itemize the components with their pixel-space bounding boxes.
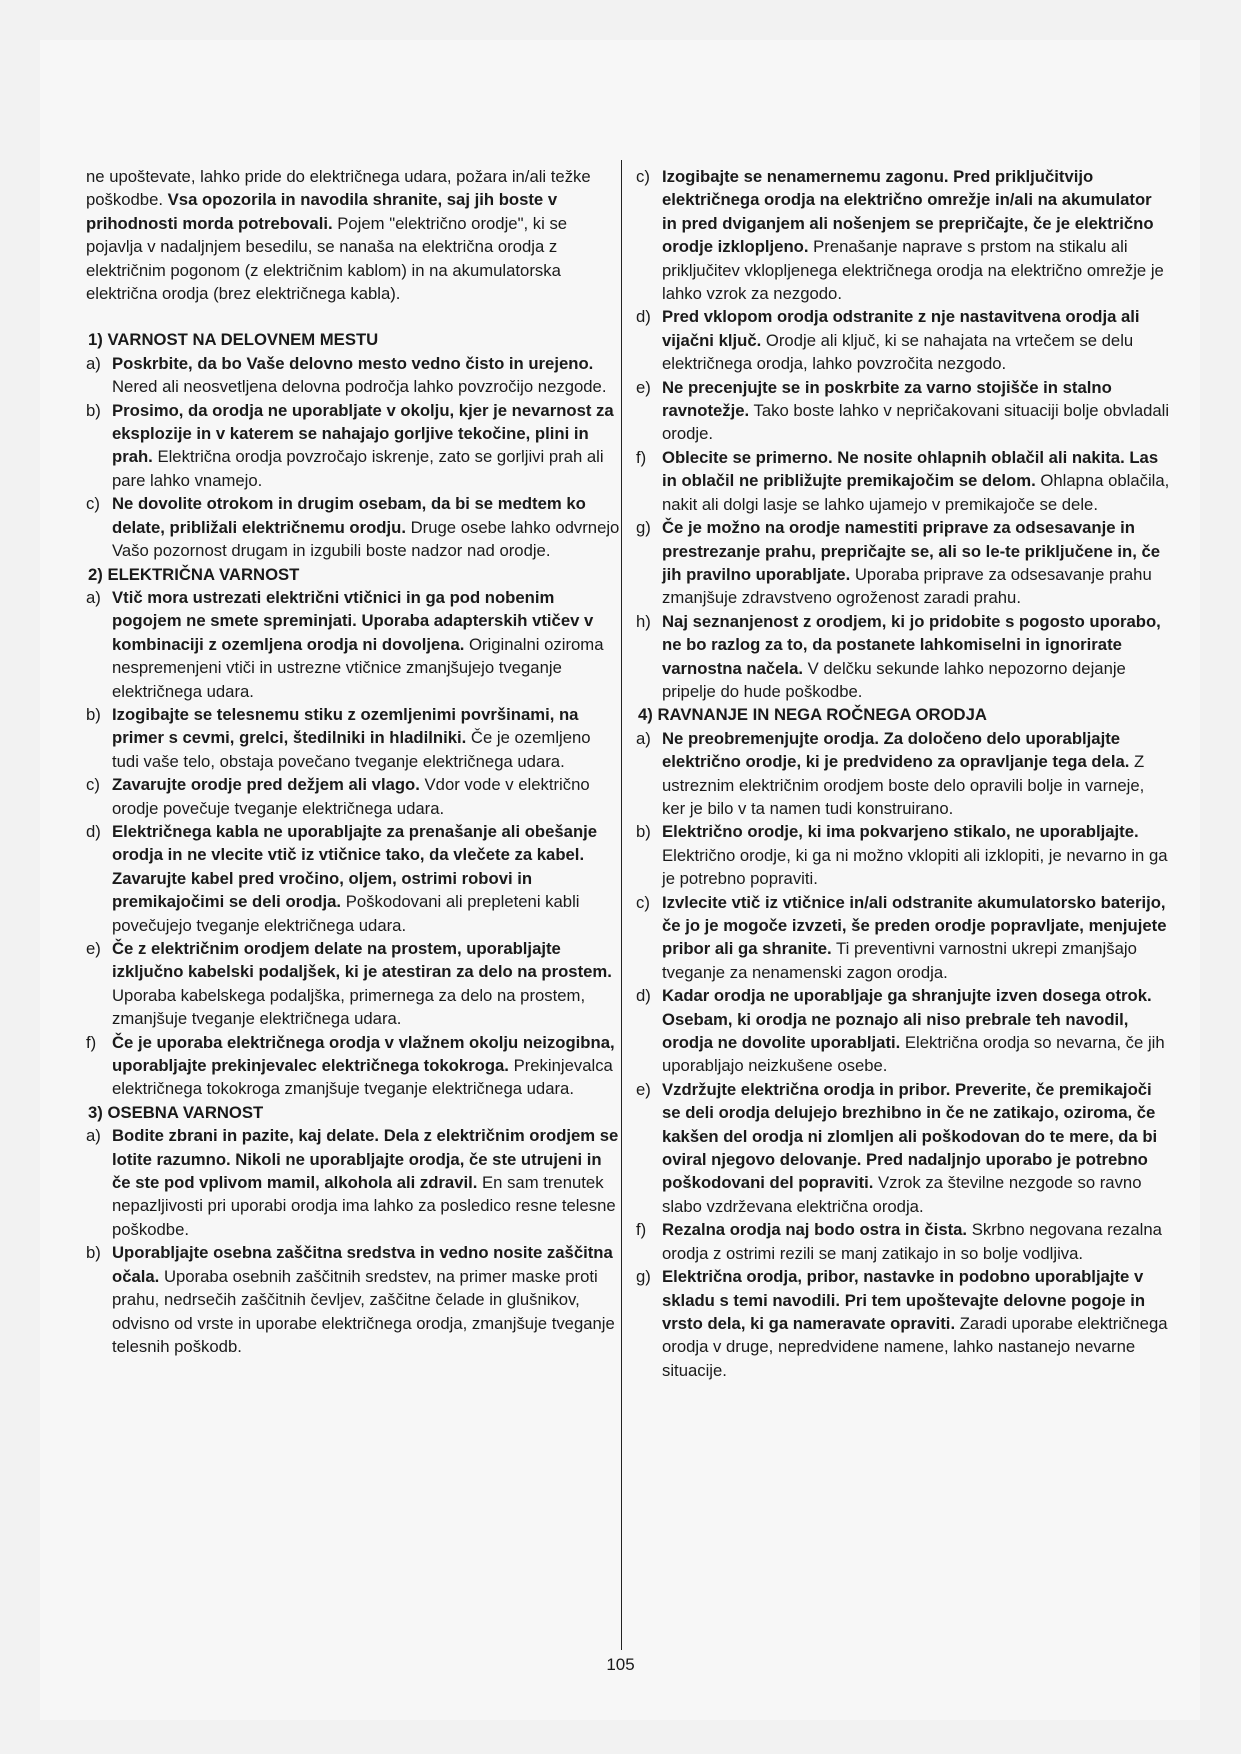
section-list-4 — [636, 727, 1171, 1382]
section-list-1 — [86, 352, 621, 563]
list-item: a) Poskrbite, da bo Vaše delovno mesto vedno čisto in urejeno. Nered ali neosvetljena delovna področja lahko povzročijo nezgode. — [86, 353, 607, 397]
list-item: e) Če z električnim orodjem delate na prostem, uporabljajte izključno kabelski podaljšek, ki je atestiran za delo na prostem. Uporaba kabelskega podaljška, primernega za delo na prostem, zmanjšuje tveganje električnega udara. — [86, 939, 612, 1029]
list-item: f) Če je uporaba električnega orodja v vlažnem okolju neizogibna, uporabljajte prekinjevalec električnega tokokroga. Prekinjevalca električnega tokokroga zmanjšuje tveganje električnega udara. — [86, 1032, 615, 1099]
left-column — [86, 165, 621, 1358]
list-item: a) Vtič mora ustrezati električni vtičnici in ga pod nobenim pogojem ne smete spreminjati. Uporaba adapterskih vtičev v kombinaciji z ozemljena orodja ni dovoljena. Originalni oziroma nespremenjeni vtiči in ustrezne vtičnice zmanjšujejo tveganje električnega udara. — [86, 587, 604, 701]
section-list-2 — [86, 586, 621, 1101]
section-list-3-continued — [636, 165, 1171, 703]
list-item: a) Ne preobremenjujte orodja. Za določeno delo uporabljajte električno orodje, ki je predvideno za opravljanje tega dela. Z ustreznim električnim orodjem boste delo opravili bolje in varneje, ker je bilo v ta namen tudi konstruirano. — [636, 728, 1145, 818]
list-item: e) Ne precenjujte se in poskrbite za varno stojišče in stalno ravnotežje. Tako boste lahko v nepričakovani situaciji bolje obvladali orodje. — [636, 377, 1170, 444]
list-item: c) Izvlecite vtič iz vtičnice in/ali odstranite akumulatorsko baterijo, če jo je mogoče izvzeti, še preden orodje popravljate, menjujete pribor ali ga shranite. Ti preventivni varnostni ukrepi zmanjšajo tveganje za nenamenski zagon orodja. — [636, 892, 1167, 982]
list-item: b) Izogibajte se telesnemu stiku z ozemljenimi površinami, na primer s cevmi, grelci, štedilniki in hladilniki. Če je ozemljeno tudi vaše telo, obstaja povečano tveganje električnega udara. — [86, 704, 591, 771]
section-heading-4: 4) RAVNANJE IN NEGA ROČNEGA ORODJA — [638, 705, 987, 725]
list-item: c) Zavarujte orodje pred dežjem ali vlago. Vdor vode v električno orodje povečuje tveganje električnega udara. — [86, 775, 590, 818]
list-item: b) Prosimo, da orodja ne uporabljate v okolju, kjer je nevarnost za eksplozije in v katerem se nahajajo gorljive tekočine, plini in prah. Električna orodja povzročajo iskrenje, zato se gorljivi prah ali pare lahko vnamejo. — [86, 400, 614, 490]
section-heading-1: 1) VARNOST NA DELOVNEM MESTU — [88, 330, 379, 350]
list-item: c) Izogibajte se nenamernemu zagonu. Pred priključitvijo električnega orodja na električno omrežje in/ali na akumulator in pred dviganjem ali nošenjem se prepričajte, če je električno orodje izklopljeno. Prenašanje naprave s prstom na stikalu ali priključitev vklopljenega električnega orodja na električno omrežje je lahko vzrok za nezgodo. — [636, 167, 1164, 304]
list-item: a) Bodite zbrani in pazite, kaj delate. Dela z električnim orodjem se lotite razumno. Nikoli ne uporabljajte orodja, če ste utrujeni in če ste pod vplivom mamil, alkohola ali zdravil. En sam trenutek nepazljivosti pri uporabi orodja ima lahko za posledico resne telesne poškodbe. — [86, 1126, 619, 1239]
section-heading-2: 2) ELEKTRIČNA VARNOST — [88, 564, 300, 584]
intro-text: ne upoštevate, lahko pride do električnega udara, požara in/ali težke poškodbe. — [86, 167, 591, 210]
list-item: g) Električna orodja, pribor, nastavke in podobno uporabljajte v skladu s temi navodili. Pri tem upoštevajte delovne pogoje in vrsto dela, ki ga nameravate opraviti. Zaradi uporabe električnega orodja v druge, nepredvidene namene, lahko nastanejo nevarne situacije. — [636, 1267, 1168, 1380]
page-number: 105 — [606, 1655, 635, 1674]
list-item: d) Pred vklopom orodja odstranite z nje nastavitvena orodja ali vijačni ključ. Orodje ali ključ, ki se nahajata na vrtečem se delu električnega orodja, lahko povzročita nezgodo. — [636, 307, 1140, 374]
list-item: e) Vzdržujte električna orodja in pribor. Preverite, če premikajoči se deli orodja delujejo brezhibno in če ne zatikajo, oziroma, če kakšen del orodja ni zlomljen ali poškodovan do te mere, da bi oviral njegovo delovanje. Pred nadaljnjo uporabo je potrebno poškodovani del popraviti. Vzrok za številne nezgode so ravno slabo vzdrževana električna orodja. — [636, 1079, 1158, 1216]
intro-bold-text: Vsa opozorila in navodila shranite, saj jih boste v prihodnosti morda potrebovali. — [86, 190, 558, 233]
intro-text-cont: Pojem "električno orodje", ki se pojavlja v nadaljnjem besedilu, se nanaša na električna orodja z električnim pogonom (z električnim kablom) in na akumulatorska električna orodja (brez električnega kabla). — [86, 213, 568, 304]
list-item: d) Električnega kabla ne uporabljajte za prenašanje ali obešanje orodja in ne vlecite vtič iz vtičnice tako, da vlečete za kabel. Zavarujte kabel pred vročino, oljem, ostrimi robovi in premikajočimi se deli orodja. Poškodovani ali prepleteni kabli povečujejo tveganje električnega udara. — [86, 821, 598, 935]
column-divider — [621, 160, 622, 1650]
list-item: b) Uporabljajte osebna zaščitna sredstva in vedno nosite zaščitna očala. Uporaba osebnih zaščitnih sredstev, na primer maske proti prahu, nedrsečih zaščitnih čevljev, zaščitne čelade in glušnikov, odvisno od vrste in uporabe električnega orodja, zmanjšuje tveganje telesnih poškodb. — [86, 1243, 615, 1356]
list-item: f) Rezalna orodja naj bodo ostra in čista. Skrbno negovana rezalna orodja z ostrimi rezili se manj zatikajo in so bolje vodljiva. — [636, 1220, 1162, 1263]
list-item: b) Električno orodje, ki ima pokvarjeno stikalo, ne uporabljajte. Električno orodje, ki ga ni možno vklopiti ali izklopiti, je nevarno in ga je potrebno popraviti. — [636, 822, 1168, 889]
right-column — [636, 165, 1171, 1382]
intro-paragraph — [86, 165, 621, 305]
section-heading-3: 3) OSEBNA VARNOST — [88, 1102, 264, 1122]
list-item: c) Ne dovolite otrokom in drugim osebam, da bi se medtem ko delate, približali električnemu orodju. Druge osebe lahko odvrnejo Vašo pozornost drugam in izgubili boste nadzor nad orodje. — [86, 494, 620, 561]
section-list-3 — [86, 1124, 621, 1358]
list-item: h) Naj seznanjenost z orodjem, ki jo pridobite s pogosto uporabo, ne bo razlog za to, da postanete lahkomiselni in ignorirate varnostna načela. V delčku sekunde lahko nepozorno dejanje pripelje do hude poškodbe. — [636, 611, 1161, 701]
list-item: f) Oblecite se primerno. Ne nosite ohlapnih oblačil ali nakita. Las in oblačil ne približujte premikajočim se delom. Ohlapna oblačila, nakit ali dolgi lasje se lahko ujamejo v premikajoče se dele. — [636, 447, 1170, 514]
list-item: d) Kadar orodja ne uporabljaje ga shranjujte izven dosega otrok. Osebam, ki orodja ne poznajo ali niso prebrale teh navodil, orodja ne dovolite uporabljati. Električna orodja so nevarna, če jih uporabljajo neizkušene osebe. — [636, 986, 1165, 1076]
list-item: g) Če je možno na orodje namestiti priprave za odsesavanje in prestrezanje prahu, prepričajte se, ali so le-te priključene in, če jih pravilno uporabljate. Uporaba priprave za odsesavanje prahu zmanjšuje zdravstveno ogroženost zaradi prahu. — [636, 518, 1161, 608]
